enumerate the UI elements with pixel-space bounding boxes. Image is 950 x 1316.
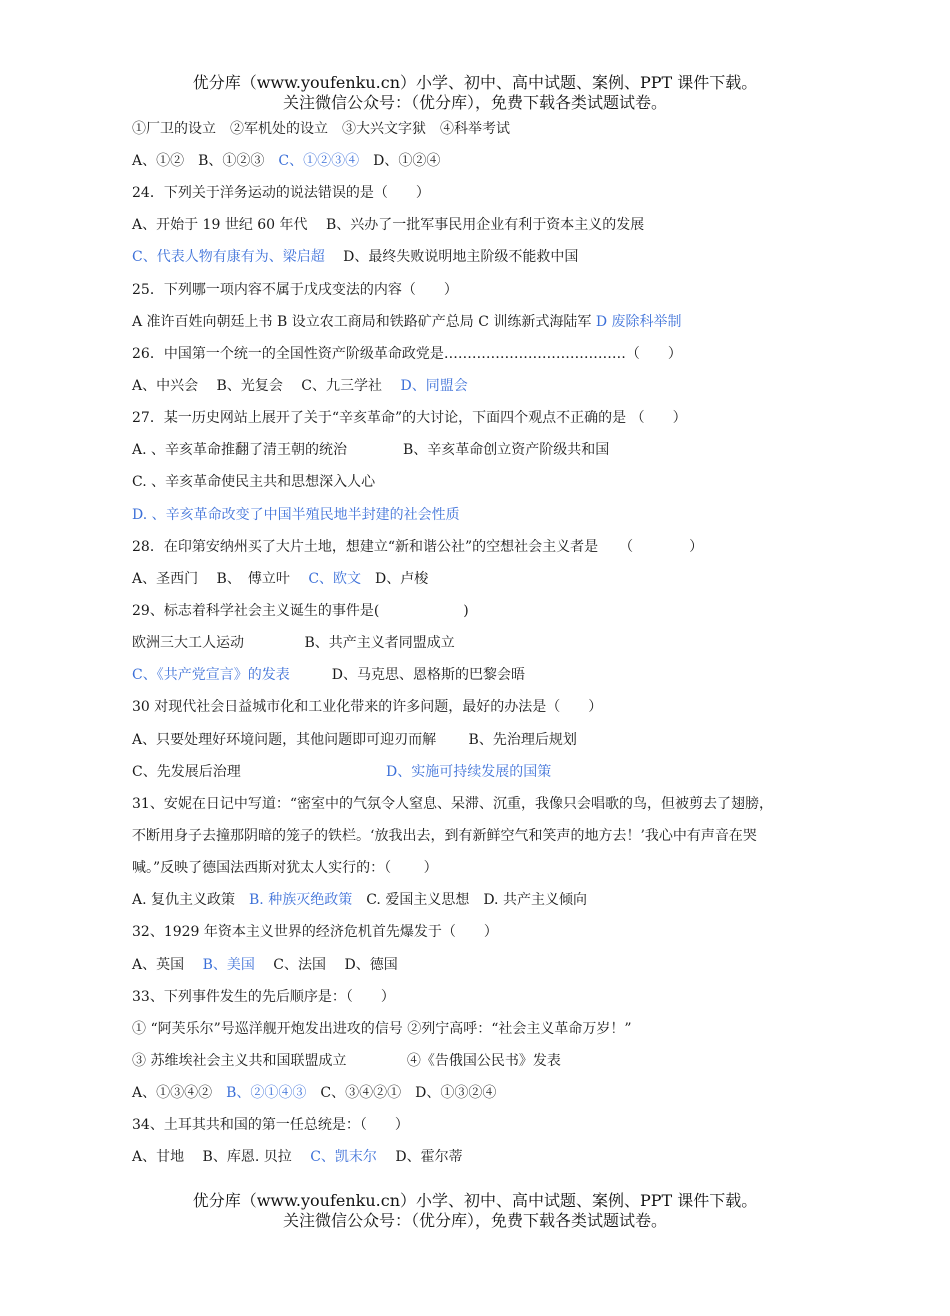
answer-options: A、①② B、①②③ C、①②③④ D、①②④ [132, 153, 441, 169]
answer-options: C、《共产党宣言》的发表 D、马克思、恩格斯的巴黎会晤 [132, 667, 525, 683]
correct-answer: C、①②③④ [278, 153, 360, 169]
correct-answer: D、同盟会 [400, 378, 468, 394]
correct-answer: D 废除科举制 [595, 314, 682, 330]
header-line-2: 关注微信公众号：（优分库），免费下载各类试题试卷。 [282, 93, 667, 112]
question-27: 27．某一历史网站上展开了关于“辛亥革命”的大讨论，下面四个观点不正确的是 （ ） [132, 410, 687, 426]
footer-line-1: 优分库（www.youfenku.cn）小学、初中、高中试题、案例、PPT 课件下载。 [192, 1191, 758, 1210]
answer-options: A、中兴会 B、光复会 C、九三学社 D、同盟会 [132, 378, 468, 394]
question-31: 31、安妮在日记中写道：“密室中的气氛令人窒息、呆滞、沉重，我像只会唱歌的鸟，但被剪去了翅膀， [132, 796, 773, 812]
question-line: ①厂卫的设立 ②军机处的设立 ③大兴文字狱 ④科举考试 [132, 121, 510, 137]
answer-options: A、开始于 19 世纪 60 年代 B、兴办了一批军事民用企业有利于资本主义的发展 [132, 217, 645, 233]
question-31-cont: 喊。”反映了德国法西斯对犹太人实行的：（ ） [132, 860, 438, 876]
page-footer [0, 1191, 950, 1231]
header-line-1: 优分库（www.youfenku.cn）小学、初中、高中试题、案例、PPT 课件下载。 [192, 73, 758, 92]
answer-options: A、英国 B、美国 C、法国 D、德国 [132, 957, 398, 973]
page-header [0, 73, 950, 113]
correct-answer: B、美国 [202, 957, 255, 973]
correct-answer: C、《共产党宣言》的发表 [132, 667, 290, 683]
question-24: 24．下列关于洋务运动的说法错误的是（ ） [132, 185, 430, 201]
question-31-cont: 不断用身子去撞那阴暗的笼子的铁栏。‘放我出去，到有新鲜空气和笑声的地方去！’我心中有声音在哭 [132, 828, 757, 844]
correct-answer: C、凯末尔 [310, 1149, 377, 1165]
answer-options: A、甘地 B、库恩. 贝拉 C、凯末尔 D、霍尔蒂 [132, 1149, 463, 1165]
correct-answer: D、实施可持续发展的国策 [386, 764, 552, 780]
correct-answer: D. 、辛亥革命改变了中国半殖民地半封建的社会性质 [132, 507, 460, 523]
correct-answer: B、②①④③ [226, 1085, 307, 1101]
question-34: 34、土耳其共和国的第一任总统是：（ ） [132, 1117, 409, 1133]
answer-options: A、圣西门 B、 傅立叶 C、欧文 D、卢梭 [132, 571, 429, 587]
question-25: 25．下列哪一项内容不属于戊戌变法的内容（ ） [132, 282, 458, 298]
answer-options: A 准许百姓向朝廷上书 B 设立农工商局和铁路矿产总局 C 训练新式海陆军 D 废除科举制 [132, 314, 682, 330]
correct-answer: B. 种族灭绝政策 [249, 892, 353, 908]
footer-line-2: 关注微信公众号：（优分库），免费下载各类试题试卷。 [282, 1211, 667, 1230]
question-32: 32、1929 年资本主义世界的经济危机首先爆发于（ ） [132, 924, 498, 940]
answer-options: C. 、辛亥革命使民主共和思想深入人心 [132, 474, 376, 490]
answer-options [132, 506, 460, 524]
answer-options: 欧洲三大工人运动 B、共产主义者同盟成立 [132, 635, 455, 651]
answer-options: A、只要处理好环境问题，其他问题即可迎刃而解 B、先治理后规划 [132, 732, 577, 748]
answer-options: C、代表人物有康有为、梁启超 D、最终失败说明地主阶级不能救中国 [132, 249, 579, 265]
question-26: 26．中国第一个统一的全国性资产阶级革命政党是…………………………………（ ） [132, 346, 682, 362]
correct-answer: C、欧文 [308, 571, 362, 587]
question-28: 28．在印第安纳州买了大片土地，想建立“新和谐公社”的空想社会主义者是 （ ） [132, 539, 704, 555]
answer-options: A. 复仇主义政策 B. 种族灭绝政策 C. 爱国主义思想 D. 共产主义倾向 [132, 892, 587, 908]
answer-options: A、①③④② B、②①④③ C、③④②① D、①③②④ [132, 1085, 497, 1101]
question-33-events: ① “阿芙乐尔”号巡洋舰开炮发出进攻的信号 ②列宁高呼：“社会主义革命万岁！” [132, 1021, 632, 1037]
question-29: 29、标志着科学社会主义诞生的事件是( ) [132, 603, 469, 619]
answer-options: C、先发展后治理 D、实施可持续发展的国策 [132, 764, 552, 780]
question-33-events: ③ 苏维埃社会主义共和国联盟成立 ④《告俄国公民书》发表 [132, 1053, 561, 1069]
correct-answer: C、代表人物有康有为、梁启超 [132, 249, 325, 265]
question-30: 30 对现代社会日益城市化和工业化带来的许多问题，最好的办法是（ ） [132, 699, 603, 715]
answer-options: A. 、辛亥革命推翻了清王朝的统治 B、辛亥革命创立资产阶级共和国 [132, 442, 610, 458]
question-33: 33、下列事件发生的先后顺序是：（ ） [132, 989, 395, 1005]
